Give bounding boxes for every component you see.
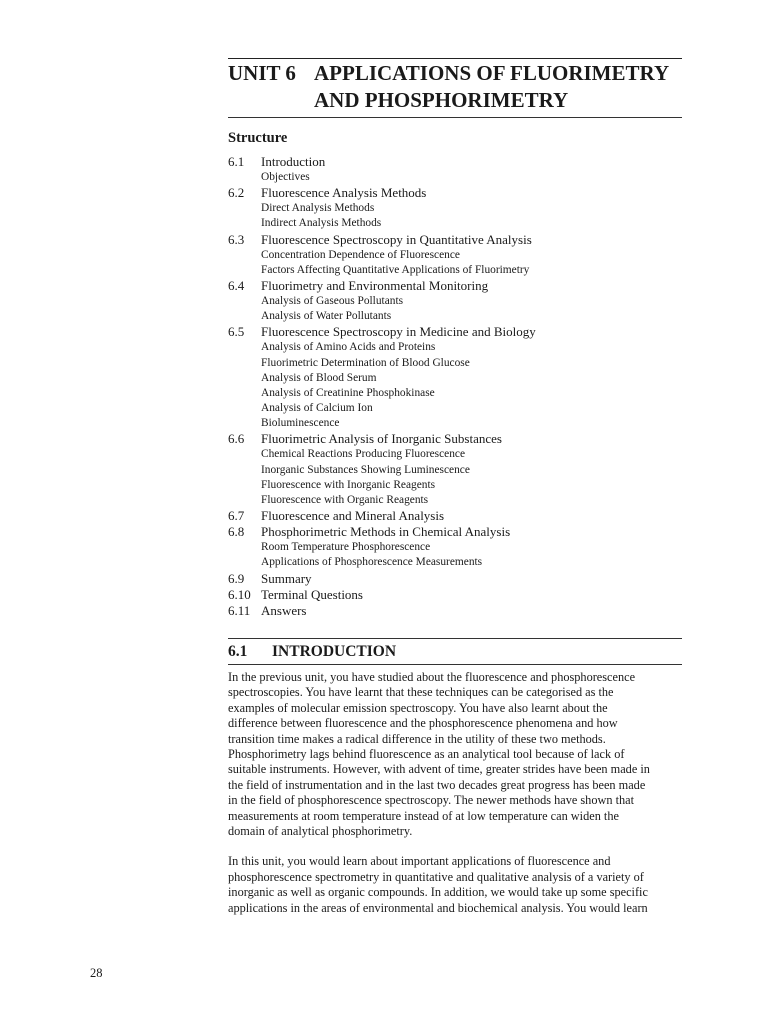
toc-section-number: 6.9 [228,570,245,586]
toc-subsection: Analysis of Blood Serum [261,371,377,384]
toc-subsection: Analysis of Calcium Ion [261,402,373,415]
section-rule-bottom [228,664,682,665]
toc-subsection: Factors Affecting Quantitative Applications of Fluorimetry [261,263,530,276]
section-rule-top [228,638,682,639]
text-line: inorganic as well as organic compounds. In addition, we would take up some specific [228,885,648,900]
toc-section-row [228,603,688,619]
toc-section-row [228,185,688,201]
text-line: Phosphorimetry lags behind fluorescence as an analytical tool because of lack of [228,747,625,762]
toc-section-title: Fluorescence Spectroscopy in Medicine and Biology [261,324,536,340]
toc-subsection-list [228,201,688,231]
toc-section [228,324,688,431]
unit-title-line1: APPLICATIONS OF FLUORIMETRY [314,61,670,85]
page-number: 28 [90,966,103,980]
text-line: in the field of phosphorescence spectroscopy. The newer methods have shown that [228,793,635,808]
text-line: In the previous unit, you have studied about the fluorescence and phosphorescence [228,670,636,684]
toc-section [228,232,688,278]
toc-section-number: 6.1 [228,154,245,169]
text-line: phosphorescence spectrometry in quantitative and qualitative analysis of a variety of [228,869,644,884]
text-line: applications in the areas of environmental and biochemical analysis. You would learn [228,900,648,915]
toc-section-row [228,154,688,170]
toc-subsection: Objectives [261,171,310,183]
paragraph [228,854,684,916]
structure-list [228,154,688,619]
toc-section [228,185,688,231]
toc-section-title: Answers [261,602,307,618]
toc-subsection: Analysis of Amino Acids and Proteins [261,341,436,354]
toc-subsection-list [228,447,688,508]
structure-heading: Structure [228,130,288,146]
toc-subsection: Analysis of Creatinine Phosphokinase [261,386,435,399]
toc-section-number: 6.8 [228,524,245,540]
toc-section [228,431,688,508]
toc-section-number: 6.2 [228,185,245,201]
toc-section-title: Fluorescence and Mineral Analysis [261,508,445,524]
toc-subsection: Indirect Analysis Methods [261,217,382,230]
toc-section-number: 6.11 [228,602,251,618]
toc-section [228,603,688,619]
toc-section-row [228,278,688,294]
toc-section-number: 6.5 [228,324,245,340]
toc-section-title: Fluorescence Spectroscopy in Quantitative Analysis [261,231,532,247]
toc-section [228,571,688,587]
unit-number: UNIT 6 [228,61,296,85]
toc-subsection: Chemical Reactions Producing Fluorescence [261,448,466,461]
toc-subsection: Analysis of Water Pollutants [261,310,392,323]
toc-section-title: Fluorimetry and Environmental Monitoring [261,277,489,293]
text-line: transition time makes a radical difference in the utility of these two methods. [228,731,606,746]
text-line: the field of instrumentation and in the last two decades great progress has been made [228,777,646,792]
toc-section-row [228,524,688,540]
toc-subsection: Room Temperature Phosphorescence [261,541,431,554]
toc-subsection-list [228,540,688,570]
toc-subsection-list [228,248,688,278]
toc-subsection: Fluorimetric Determination of Blood Glucose [261,356,470,369]
toc-subsection: Analysis of Gaseous Pollutants [261,294,404,307]
section-number: 6.1 [228,643,248,660]
top-rule [228,58,682,59]
introduction-body [228,670,684,916]
toc-section-title: Terminal Questions [261,586,363,602]
toc-subsection: Bioluminescence [261,417,340,430]
toc-subsection: Direct Analysis Methods [261,202,375,215]
section-heading [228,642,396,662]
toc-section-title: Introduction [261,154,326,169]
toc-subsection-list [228,340,688,431]
unit-title [228,60,688,114]
toc-section [228,587,688,603]
section-title: INTRODUCTION [272,643,397,660]
toc-subsection: Fluorescence with Organic Reagents [261,494,429,506]
toc-section-title: Fluorescence Analysis Methods [261,185,427,201]
toc-subsection: Inorganic Substances Showing Luminescence [261,463,470,476]
text-line: suitable instruments. However, with advent of time, greater strides have been made in [228,762,650,777]
title-rule [228,117,682,118]
unit-title-line2: AND PHOSPHORIMETRY [314,88,569,112]
text-line: In this unit, you would learn about important applications of fluorescence and [228,854,611,869]
toc-section-number: 6.7 [228,508,245,524]
toc-subsection: Fluorescence with Inorganic Reagents [261,478,436,491]
toc-section-row [228,587,688,603]
toc-subsection: Applications of Phosphorescence Measurements [261,556,483,569]
toc-section [228,154,688,185]
toc-section-number: 6.6 [228,431,245,447]
toc-section-row [228,324,688,340]
toc-subsection: Concentration Dependence of Fluorescence [261,248,460,261]
paragraph [228,670,684,839]
toc-section-row [228,232,688,248]
toc-section-number: 6.4 [228,277,245,293]
toc-section-number: 6.3 [228,231,245,247]
toc-section-title: Summary [261,570,312,586]
toc-section-row [228,571,688,587]
text-line: difference between fluorescence and the phosphorescence phenomena and how [228,716,618,731]
toc-subsection-list [228,170,688,185]
toc-section-title: Phosphorimetric Methods in Chemical Analysis [261,524,511,540]
toc-section [228,508,688,524]
toc-section-row [228,431,688,447]
toc-section-number: 6.10 [228,586,251,602]
toc-section-row [228,508,688,524]
text-line: domain of analytical phosphorimetry. [228,824,413,839]
text-line: spectroscopies. You have learnt that these techniques can be categorised as the [228,685,614,700]
toc-section [228,524,688,570]
toc-subsection-list [228,294,688,324]
toc-section [228,278,688,324]
text-line: measurements at room temperature instead of at low temperature can widen the [228,808,619,823]
toc-section-title: Fluorimetric Analysis of Inorganic Substances [261,431,502,447]
text-line: examples of molecular emission spectroscopy. You have also learnt about the [228,700,608,715]
